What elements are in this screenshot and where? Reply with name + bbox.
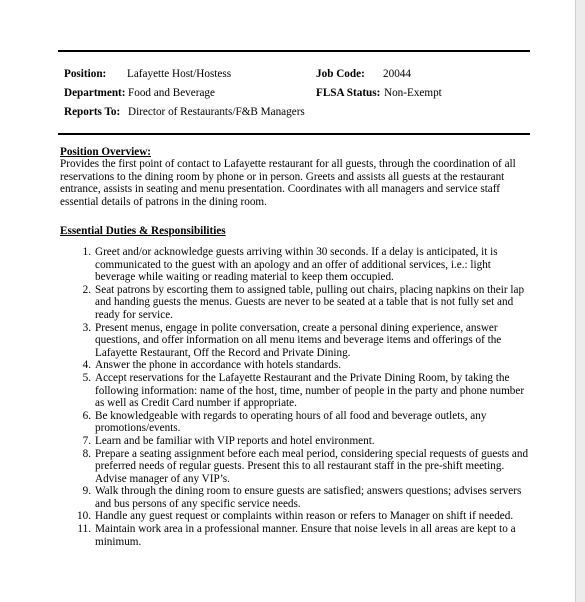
- duties-title: Essential Duties & Responsibilities: [60, 225, 226, 237]
- duty-item: [60, 510, 530, 523]
- duty-number: 11.: [77, 523, 91, 536]
- duty-item: [60, 359, 530, 372]
- duty-text: Be knowledgeable with regards to operating hours of all food and beverage outlets, any promotions/events.: [95, 409, 487, 435]
- flsa-label: FLSA Status:: [316, 87, 381, 99]
- duty-number: 4.: [82, 359, 91, 372]
- duty-text: Maintain work area in a professional manner. Ensure that noise levels in all areas are kept to a minimum.: [95, 523, 516, 548]
- duty-item: [60, 246, 530, 284]
- department-value: Food and Beverage: [128, 87, 215, 99]
- duty-text: Answer the phone in accordance with hotels standards.: [95, 359, 342, 372]
- reports-label: Reports To:: [64, 106, 121, 118]
- duty-text: Handle any guest request or complaints within reason or refers to Manager on shift if needed.: [95, 510, 514, 523]
- duty-item: [60, 410, 530, 435]
- duty-text: Present menus, engage in polite conversation, create a personal dining experience, answer questions, and offer information on all menu items and beverage items and offerings of the Lafayette Restaurant, Off the Record and Private Dining.: [95, 321, 502, 359]
- position-value: Lafayette Host/Hostess: [127, 68, 232, 80]
- duty-text: Accept reservations for the Lafayette Restaurant and the Private Dining Room, by taking the following information: name of the host, time, number of people in the party and phone number as well as Credit Card number if appropriate.: [95, 371, 525, 410]
- duty-number: 10.: [77, 510, 91, 523]
- duty-text: Walk through the dining room to ensure guests are satisfied; answers questions; advises servers and bus persons of any specific service needs.: [95, 485, 522, 510]
- flsa-value: Non-Exempt: [384, 87, 442, 99]
- duty-number: 7.: [82, 434, 91, 447]
- overview-title: Position Overview:: [60, 146, 152, 158]
- duty-text: Learn and be familiar with VIP reports and hotel environment.: [95, 434, 375, 447]
- duty-number: 8.: [82, 447, 91, 460]
- duty-number: 9.: [82, 485, 91, 498]
- job-code-value: 20044: [383, 68, 411, 80]
- duty-number: 6.: [82, 409, 91, 422]
- bottom-rule: [58, 133, 530, 135]
- duty-item: [60, 435, 530, 448]
- duty-text: Greet and/or acknowledge guests arriving within 30 seconds. If a delay is anticipated, it is communicated to the guest with an apology and an offer of additional services, i.e.: light beverage while waiting or reading material to keep them occupied.: [95, 246, 498, 284]
- duty-item: [60, 448, 530, 486]
- duty-number: 2.: [82, 283, 91, 296]
- department-label: Department:: [64, 87, 126, 99]
- job-code-label: Job Code:: [316, 68, 365, 80]
- duty-item: [60, 485, 530, 510]
- duty-item: [60, 284, 530, 322]
- duty-text: Seat patrons by escorting them to assigned table, pulling out chairs, placing napkins on their lap and handing guests the menus. Guests are never to be seated at a table that is not fully set and ready for service.: [95, 283, 525, 321]
- top-rule: [58, 50, 530, 52]
- position-label: Position:: [64, 68, 107, 80]
- reports-value: Director of Restaurants/F&B Managers: [128, 106, 305, 118]
- duty-number: 3.: [82, 321, 91, 334]
- duty-number: 1.: [82, 246, 91, 258]
- duty-number: 5.: [82, 371, 91, 384]
- duty-text: Prepare a seating assignment before each meal period, considering special requests of guests and preferred needs of regular guests. Present this to all restaurant staff in the pre-shift meeting. Advise manager of any VIP’s.: [95, 447, 529, 485]
- duty-item: [60, 523, 530, 548]
- overview-text: Provides the first point of contact to Lafayette restaurant for all guests, through the coordination of all reservations to the dining room by phone or in person. Greets and assists all guests at the restaurant entrance, assists in seating and menu presentation. Coordinates with all managers and service staff essential details of patrons in the dining room.: [60, 158, 516, 208]
- duties-list: [60, 246, 530, 548]
- duty-item: [60, 322, 530, 360]
- duty-item: [60, 372, 530, 410]
